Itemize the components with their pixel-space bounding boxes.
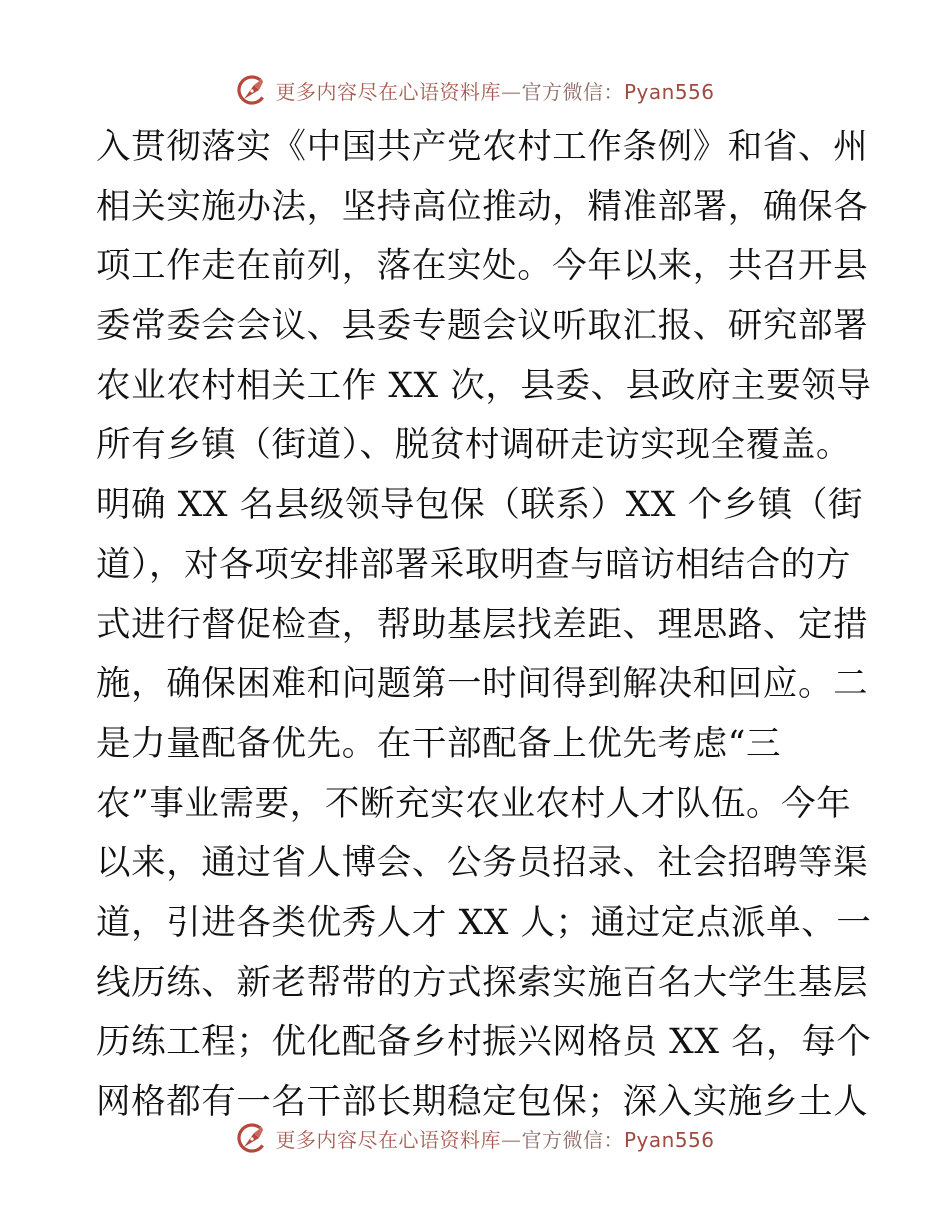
- body-line: 道，引进各类优秀人才 XX 人；通过定点派单、一: [96, 902, 872, 943]
- pen-nib-logo-icon: [235, 1121, 269, 1155]
- header-wechat-label: 官方微信：: [521, 79, 624, 104]
- body-line: 明确 XX 名县级领导包保（联系）XX 个乡镇（街: [96, 485, 864, 526]
- footer-wechat-label: 官方微信：: [521, 1127, 624, 1152]
- body-line: 网格都有一名干部长期稳定包保；深入实施乡土人: [96, 1082, 869, 1122]
- header-watermark-text: [275, 76, 714, 105]
- body-line: 项工作走在前列，落在实处。今年以来，共召开县: [96, 246, 869, 287]
- body-line: 历练工程；优化配备乡村振兴网格员 XX 名，每个: [96, 1022, 872, 1063]
- body-line: 委常委会会议、县委专题会议听取汇报、研究部署: [96, 306, 869, 347]
- footer-watermark-text: [275, 1124, 714, 1153]
- header-dash: —: [500, 79, 522, 104]
- body-line: 线历练、新老帮带的方式探索实施百名大学生基层: [96, 962, 869, 1003]
- body-line: 入贯彻落实《中国共产党农村工作条例》和省、州: [96, 127, 869, 167]
- body-line: 所有乡镇（街道）、脱贫村调研走访实现全覆盖。: [96, 425, 851, 466]
- body-line: 施，确保困难和问题第一时间得到解决和回应。二: [96, 664, 869, 705]
- footer-dash: —: [500, 1127, 522, 1152]
- document-body: [96, 118, 872, 1133]
- body-line: 以来，通过省人博会、公务员招录、社会招聘等渠: [96, 843, 869, 884]
- pen-nib-logo-icon: [235, 73, 269, 107]
- body-line: 相关实施办法，坚持高位推动，精准部署，确保各: [96, 186, 869, 227]
- body-line: 农”事业需要，不断充实农业农村人才队伍。今年: [96, 783, 852, 824]
- footer-wechat-id: Pyan556: [623, 1127, 715, 1152]
- body-line: 道），对各项安排部署采取明查与暗访相结合的方: [96, 544, 851, 585]
- footer-site-text: 更多内容尽在心语资料库: [275, 1127, 501, 1152]
- header-wechat-id: Pyan556: [623, 79, 715, 104]
- body-line: 式进行督促检查，帮助基层找差距、理思路、定措: [96, 604, 869, 645]
- body-line: 是力量配备优先。在干部配备上优先考虑“三: [96, 723, 782, 764]
- header-banner: [0, 70, 950, 110]
- header-site-text: 更多内容尽在心语资料库: [275, 79, 501, 104]
- body-line: 农业农村相关工作 XX 次，县委、县政府主要领导: [96, 365, 872, 406]
- footer-banner: [0, 1118, 950, 1158]
